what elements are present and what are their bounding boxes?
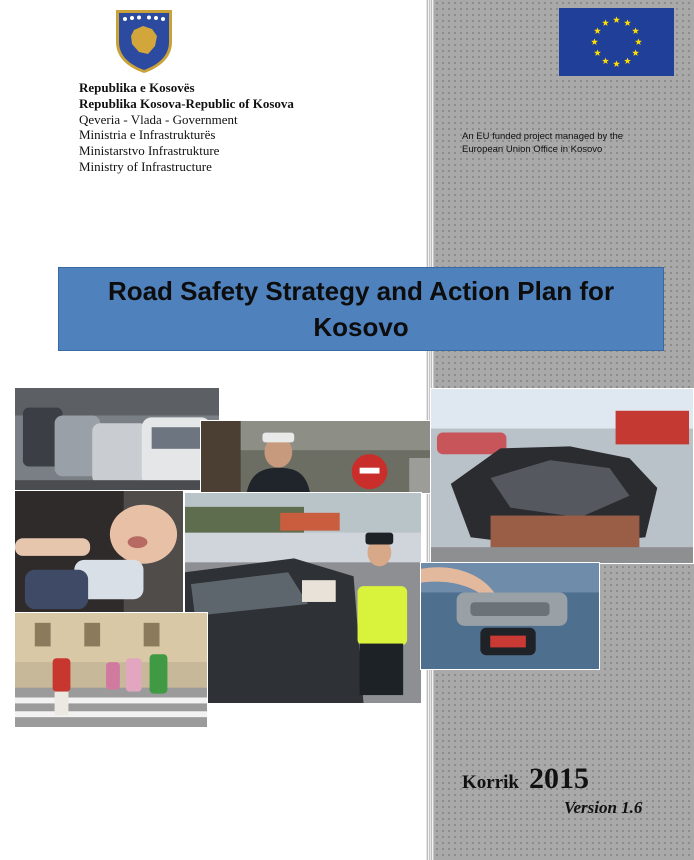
- document-version: Version 1.6: [564, 798, 643, 817]
- eu-star-icon: [613, 16, 620, 23]
- photo-seat-belt-buckle: [420, 562, 600, 670]
- photo-car-crash: [430, 388, 694, 564]
- government-header: [79, 80, 294, 175]
- photo-traffic-queue: [14, 387, 220, 491]
- eu-flag-icon: [559, 8, 674, 76]
- eu-star-icon: [624, 57, 631, 64]
- photo-children-crossing-street: [14, 612, 208, 728]
- kosovo-coat-of-arms-icon: [112, 6, 176, 74]
- eu-star-icon: [602, 57, 609, 64]
- publication-year: 2015: [529, 762, 589, 795]
- header-line: Ministry of Infrastructure: [79, 158, 212, 174]
- eu-star-icon: [632, 27, 639, 34]
- eu-stars: [559, 8, 674, 76]
- publication-month: Korrik: [462, 772, 519, 793]
- header-line: Qeveria - Vlada - Government: [79, 111, 238, 127]
- header-line: Ministria e Infrastrukturës: [79, 127, 216, 143]
- header-line: Republika Kosova-Republic of Kosova: [79, 95, 294, 111]
- eu-note-line: European Union Office in Kosovo: [462, 144, 603, 155]
- eu-funding-note: [462, 130, 672, 156]
- publication-date: [462, 762, 589, 796]
- eu-star-icon: [594, 49, 601, 56]
- document-title: Road Safety Strategy and Action Plan for Kosovo: [107, 276, 615, 342]
- photo-police-officer: [200, 420, 436, 494]
- eu-star-icon: [594, 27, 601, 34]
- eu-star-icon: [632, 49, 639, 56]
- header-line: Republika e Kosovës: [79, 80, 195, 95]
- photo-traffic-police-checking-driver: [184, 492, 422, 704]
- photo-baby-in-car-seat: [14, 490, 184, 614]
- eu-star-icon: [624, 19, 631, 26]
- eu-star-icon: [602, 19, 609, 26]
- header-line: Ministarstvo Infrastrukture: [79, 143, 220, 159]
- eu-note-line: An EU funded project managed by the: [462, 131, 624, 142]
- eu-star-icon: [591, 38, 598, 45]
- eu-star-icon: [613, 60, 620, 67]
- eu-star-icon: [635, 38, 642, 45]
- title-banner: [58, 267, 664, 351]
